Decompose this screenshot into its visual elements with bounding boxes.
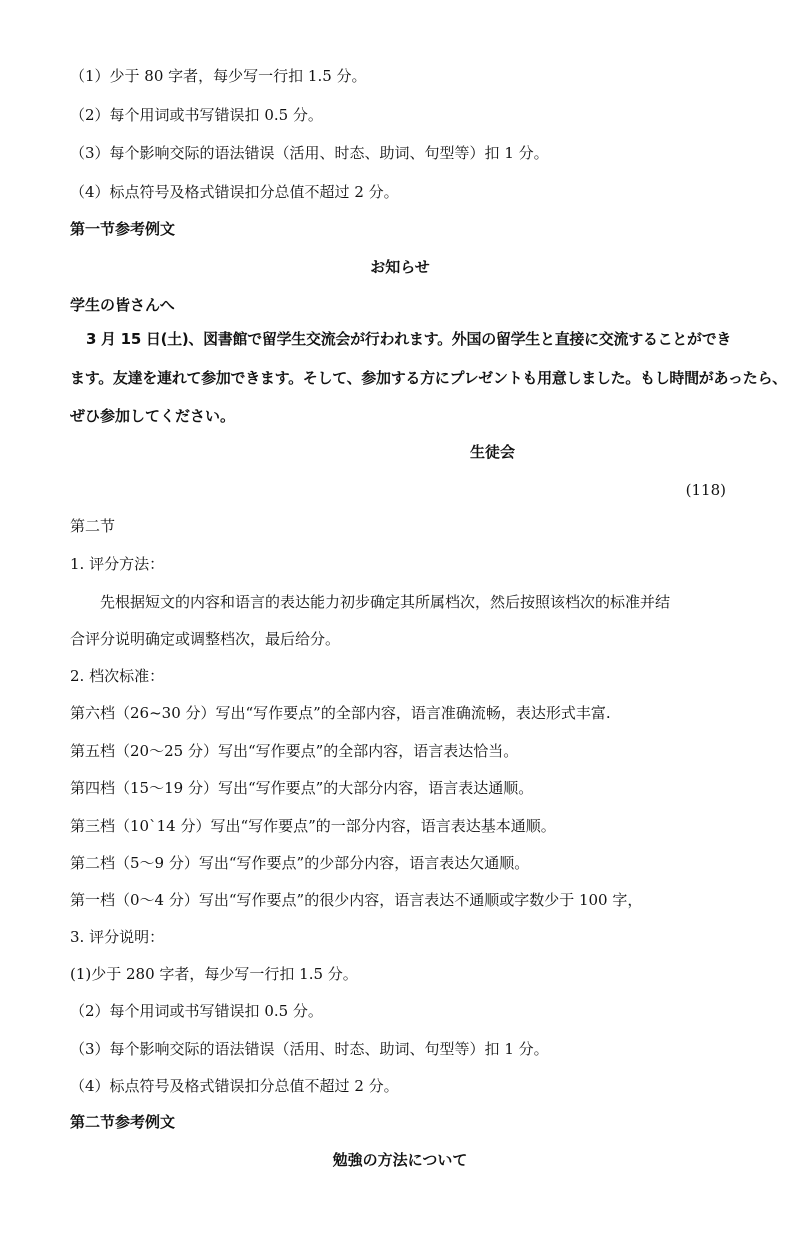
notice-body-line: 3 月 15 日(土)、図書館で留学生交流会が行われます。外国の留学生と直接に交流することができ	[86, 330, 732, 348]
rule-line: （1）少于 80 字者，每少写一行扣 1.5 分。	[70, 67, 367, 85]
grade-line: 第一档（0～4 分）写出“写作要点”的很少内容，语言表达不通顺或字数少于 100 字，	[70, 891, 643, 909]
method-line: 合评分说明确定或调整档次，最后给分。	[70, 630, 341, 648]
grades-heading: 2. 档次标准：	[70, 667, 165, 685]
notes-heading: 3. 评分说明：	[70, 928, 165, 946]
notice-body-line: ぜひ参加してください。	[70, 407, 236, 425]
grade-line: 第六档（26~30 分）写出“写作要点”的全部内容，语言准确流畅，表达形式丰富.	[70, 704, 611, 722]
rule-line: （3）每个影响交际的语法错误（活用、时态、助词、句型等）扣 1 分。	[70, 144, 549, 162]
char-count: (118)	[685, 481, 726, 499]
note-line: （3）每个影响交际的语法错误（活用、时态、助词、句型等）扣 1 分。	[70, 1040, 549, 1058]
notice-greeting: 学生の皆さんへ	[70, 296, 175, 314]
note-line: （2）每个用词或书写错误扣 0.5 分。	[70, 1002, 323, 1020]
grade-line: 第五档（20～25 分）写出“写作要点”的全部内容，语言表达恰当。	[70, 742, 519, 760]
notice-signature: 生徒会	[470, 443, 516, 461]
note-line: (1)少于 280 字者，每少写一行扣 1.5 分。	[70, 965, 358, 983]
method-line: 先根据短文的内容和语言的表达能力初步确定其所属档次，然后按照该档次的标准并结	[100, 593, 671, 611]
section1-sample-heading: 第一节参考例文	[70, 220, 176, 238]
rule-line: （2）每个用词或书写错误扣 0.5 分。	[70, 106, 323, 124]
method-heading: 1. 评分方法：	[70, 555, 165, 573]
notice-title: お知らせ	[370, 258, 430, 276]
grade-line: 第三档（10`14 分）写出“写作要点”的一部分内容，语言表达基本通顺。	[70, 817, 556, 835]
notice-body-line: ます。友達を連れて参加できます。そして、参加する方にプレゼントも用意しました。もし時間があったら、	[70, 369, 787, 387]
section2-heading: 第二节	[70, 517, 116, 535]
grade-line: 第四档（15～19 分）写出“写作要点”的大部分内容，语言表达通顺。	[70, 779, 534, 797]
note-line: （4）标点符号及格式错误扣分总值不超过 2 分。	[70, 1077, 399, 1095]
section2-sample-heading: 第二节参考例文	[70, 1113, 176, 1131]
rule-line: （4）标点符号及格式错误扣分总值不超过 2 分。	[70, 183, 399, 201]
essay-title: 勉強の方法について	[332, 1151, 468, 1169]
grade-line: 第二档（5～9 分）写出“写作要点”的少部分内容，语言表达欠通顺。	[70, 854, 530, 872]
